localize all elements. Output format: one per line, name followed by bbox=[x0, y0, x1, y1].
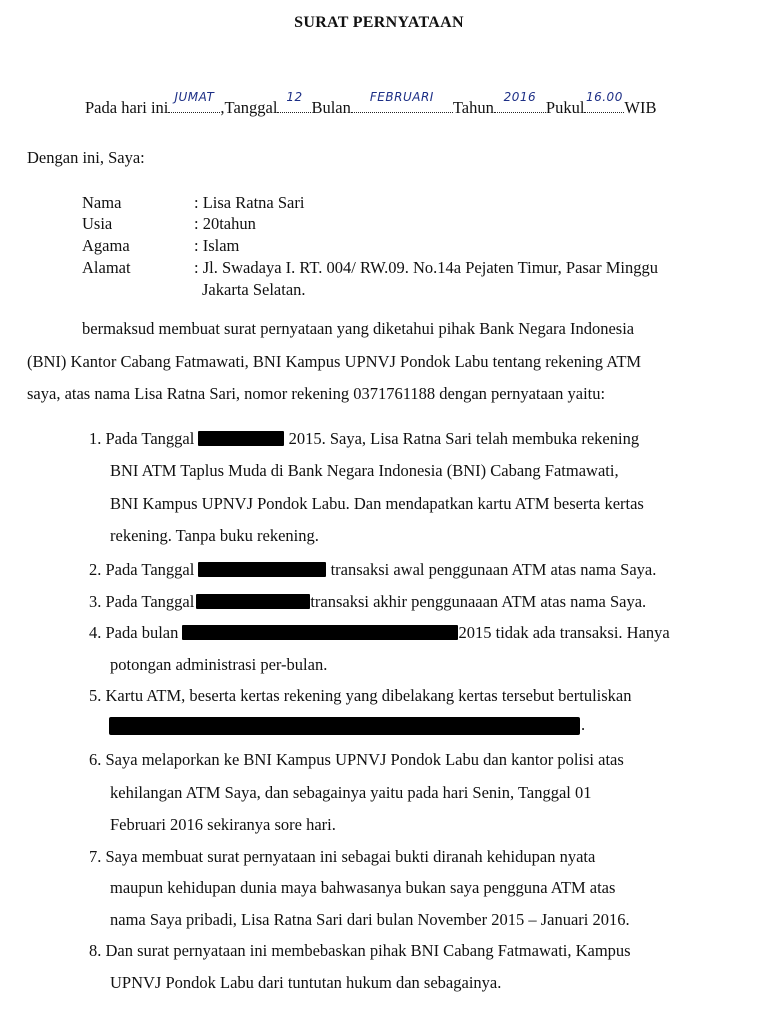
paragraph-line-2: (BNI) Kantor Cabang Fatmawati, BNI Kampus UPNVJ Pondok Labu tentang rekening ATM bbox=[27, 352, 642, 371]
list-item-5-period: . bbox=[581, 715, 586, 734]
tanggal-field bbox=[277, 90, 311, 113]
redaction-bar bbox=[198, 431, 284, 446]
list-item-1-line-3: BNI Kampus UPNVJ Pondok Labu. Dan mendapatkan kartu ATM beserta kertas bbox=[110, 494, 644, 513]
pukul-label: Pukul bbox=[545, 98, 585, 117]
redaction-bar bbox=[198, 562, 326, 577]
field-usia: Usia : 20tahun bbox=[82, 214, 256, 233]
list-item-7-line-3: nama Saya pribadi, Lisa Ratna Sari dari bulan November 2015 – Januari 2016. bbox=[110, 910, 630, 929]
field-alamat: Alamat : Jl. Swadaya I. RT. 004/ RW.09. No.14a Pejaten Timur, Pasar Minggu bbox=[82, 258, 659, 277]
list-item-5: 5. Kartu ATM, beserta kertas rekening yang dibelakang kertas tersebut bertuliskan bbox=[89, 686, 632, 705]
intro-text: Dengan ini, Saya: bbox=[27, 148, 145, 167]
list-item-8: 8. Dan surat pernyataan ini membebaskan pihak BNI Cabang Fatmawati, Kampus bbox=[89, 941, 631, 960]
pada-hari-label: Pada hari ini bbox=[85, 98, 169, 117]
list-item-8-line-2: UPNVJ Pondok Labu dari tuntutan hukum dan sebagainya. bbox=[110, 973, 502, 992]
bulan-field bbox=[351, 90, 453, 113]
hari-field bbox=[168, 90, 220, 113]
list-item-1: 1. Pada Tanggal 2015. Saya, Lisa Ratna Sari telah membuka rekening bbox=[89, 429, 640, 448]
redaction-bar bbox=[182, 625, 458, 640]
pukul-handwritten: 16.00 bbox=[585, 90, 623, 104]
redaction-bar-long bbox=[109, 717, 580, 735]
tanggal-handwritten: 12 bbox=[286, 90, 303, 104]
pukul-field bbox=[584, 90, 624, 113]
field-nama: Nama : Lisa Ratna Sari bbox=[82, 193, 305, 212]
hari-handwritten: JUMAT bbox=[174, 90, 215, 104]
redaction-bar bbox=[196, 594, 310, 609]
list-item-6-line-2: kehilangan ATM Saya, dan sebagainya yaitu pada hari Senin, Tanggal 01 bbox=[110, 783, 592, 802]
paragraph-line-1: bermaksud membuat surat pernyataan yang diketahui pihak Bank Negara Indonesia bbox=[82, 319, 635, 338]
date-line bbox=[85, 90, 657, 118]
tahun-handwritten: 2016 bbox=[503, 90, 537, 104]
list-item-7-line-2: maupun kehidupan dunia maya bahwasanya bukan saya pengguna ATM atas bbox=[110, 878, 616, 897]
bulan-handwritten: FEBRUARI bbox=[369, 90, 434, 104]
list-item-4-line-2: potongan administrasi per-bulan. bbox=[110, 655, 328, 674]
list-item-6: 6. Saya melaporkan ke BNI Kampus UPNVJ Pondok Labu dan kantor polisi atas bbox=[89, 750, 624, 769]
wib-label: WIB bbox=[624, 98, 657, 117]
list-item-1-line-4: rekening. Tanpa buku rekening. bbox=[110, 526, 319, 545]
list-item-2: 2. Pada Tanggal transaksi awal penggunaan ATM atas nama Saya. bbox=[89, 560, 657, 579]
field-agama: Agama : Islam bbox=[82, 236, 240, 255]
paragraph-line-3: saya, atas nama Lisa Ratna Sari, nomor rekening 0371761188 dengan pernyataan yaitu: bbox=[27, 384, 606, 403]
list-item-6-line-3: Februari 2016 sekiranya sore hari. bbox=[110, 815, 336, 834]
bulan-label: Bulan bbox=[311, 98, 351, 117]
tanggal-label: ,Tanggal bbox=[220, 98, 278, 117]
document-title: SURAT PERNYATAAN bbox=[294, 14, 464, 31]
field-alamat-continuation: Jakarta Selatan. bbox=[202, 280, 306, 299]
list-item-4: 4. Pada bulan 2015 tidak ada transaksi. Hanya bbox=[89, 623, 670, 642]
list-item-7: 7. Saya membuat surat pernyataan ini sebagai bukti diranah kehidupan nyata bbox=[89, 847, 596, 866]
list-item-1-line-2: BNI ATM Taplus Muda di Bank Negara Indonesia (BNI) Cabang Fatmawati, bbox=[110, 461, 619, 480]
list-item-3: 3. Pada Tanggal transaksi akhir penggunaaan ATM atas nama Saya. bbox=[89, 592, 647, 611]
tahun-label: Tahun bbox=[452, 98, 494, 117]
tahun-field bbox=[494, 90, 546, 113]
